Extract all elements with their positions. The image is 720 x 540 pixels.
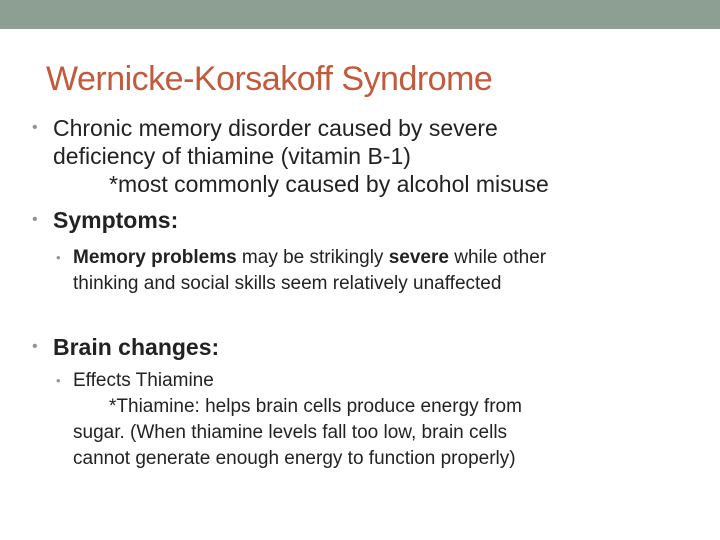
bullet-line: thinking and social skills seem relatively unaffected [73, 273, 502, 294]
bullet-line: *Thiamine: helps brain cells produce energy from [109, 396, 522, 417]
bullet-line: cannot generate enough energy to function properly) [73, 448, 516, 469]
bullet-text: may be strikingly [236, 247, 389, 268]
bullet-marker: • [56, 250, 61, 265]
bullet-brain-changes [32, 333, 220, 361]
emphasis-memory-problems: Memory problems [73, 247, 237, 268]
bullet-line: *most commonly caused by alcohol misuse [109, 171, 549, 197]
bullet-marker: • [56, 373, 61, 388]
bullet-line: sugar. (When thiamine levels fall too low, brain cells [73, 422, 508, 443]
bullet-line: deficiency of thiamine (vitamin B-1) [53, 143, 411, 169]
emphasis-severe: severe [388, 247, 449, 268]
bullet-marker: • [32, 211, 38, 228]
bullet-line: Effects Thiamine [73, 370, 214, 391]
bullet-text: while other [448, 247, 547, 268]
sub-bullet-memory-problems [56, 245, 547, 297]
bullet-symptoms [32, 206, 179, 234]
top-accent-bar [0, 0, 720, 29]
slide-title: Wernicke-Korsakoff Syndrome [46, 60, 493, 98]
sub-bullet-effects-thiamine [56, 368, 522, 472]
brain-changes-heading: Brain changes: [53, 334, 220, 360]
bullet-marker: • [32, 119, 38, 136]
symptoms-heading: Symptoms: [53, 207, 179, 233]
bullet-chronic-memory [32, 114, 549, 198]
bullet-line [73, 245, 546, 271]
bullet-marker: • [32, 338, 38, 355]
bullet-line: Chronic memory disorder caused by severe [53, 115, 498, 141]
